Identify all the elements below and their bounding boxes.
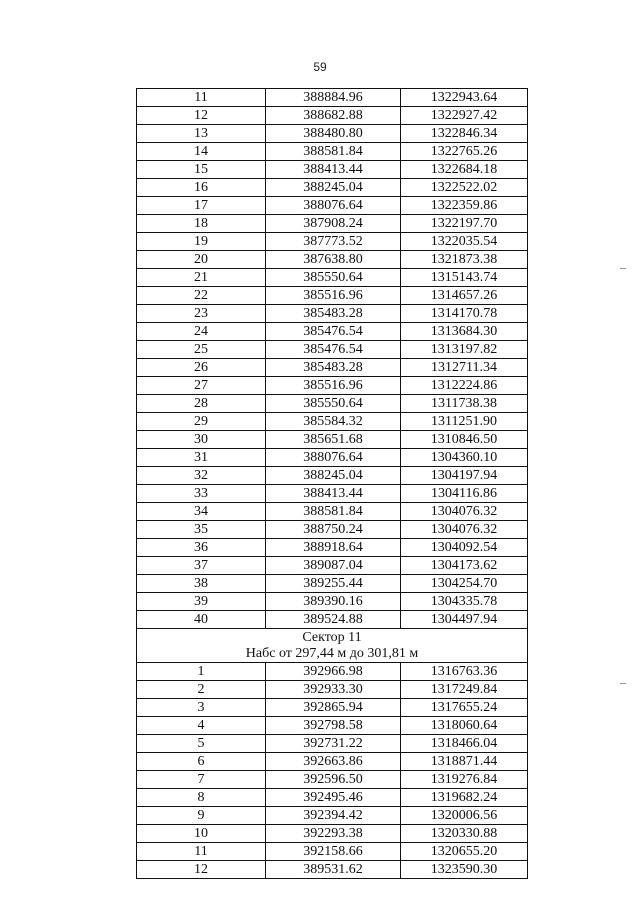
x-coordinate-cell: 392731.22 [266, 735, 401, 753]
x-coordinate-cell: 392798.58 [266, 717, 401, 735]
table-row [137, 125, 528, 143]
point-number-cell: 24 [137, 323, 266, 341]
x-coordinate-cell: 388750.24 [266, 521, 401, 539]
x-coordinate-cell: 385584.32 [266, 413, 401, 431]
x-coordinate-cell: 387638.80 [266, 251, 401, 269]
point-number-cell: 4 [137, 717, 266, 735]
table-row [137, 699, 528, 717]
y-coordinate-cell: 1322927.42 [401, 107, 528, 125]
point-number-cell: 33 [137, 485, 266, 503]
x-coordinate-cell: 388245.04 [266, 179, 401, 197]
table-row [137, 557, 528, 575]
table-row [137, 771, 528, 789]
x-coordinate-cell: 389255.44 [266, 575, 401, 593]
x-coordinate-cell: 388581.84 [266, 143, 401, 161]
point-number-cell: 11 [137, 843, 266, 861]
y-coordinate-cell: 1322684.18 [401, 161, 528, 179]
point-number-cell: 17 [137, 197, 266, 215]
y-coordinate-cell: 1320006.56 [401, 807, 528, 825]
table-row [137, 323, 528, 341]
y-coordinate-cell: 1304092.54 [401, 539, 528, 557]
point-number-cell: 2 [137, 681, 266, 699]
x-coordinate-cell: 392966.98 [266, 663, 401, 681]
point-number-cell: 13 [137, 125, 266, 143]
table-body-upper [137, 89, 528, 629]
y-coordinate-cell: 1304254.70 [401, 575, 528, 593]
table-row [137, 449, 528, 467]
y-coordinate-cell: 1322522.02 [401, 179, 528, 197]
point-number-cell: 12 [137, 107, 266, 125]
point-number-cell: 31 [137, 449, 266, 467]
y-coordinate-cell: 1312711.34 [401, 359, 528, 377]
y-coordinate-cell: 1322943.64 [401, 89, 528, 107]
x-coordinate-cell: 392293.38 [266, 825, 401, 843]
table-row [137, 269, 528, 287]
table-row [137, 861, 528, 879]
table-row [137, 663, 528, 681]
point-number-cell: 19 [137, 233, 266, 251]
table-row [137, 287, 528, 305]
y-coordinate-cell: 1304497.94 [401, 611, 528, 629]
y-coordinate-cell: 1318060.64 [401, 717, 528, 735]
x-coordinate-cell: 385483.28 [266, 305, 401, 323]
table-row [137, 807, 528, 825]
y-coordinate-cell: 1321873.38 [401, 251, 528, 269]
point-number-cell: 15 [137, 161, 266, 179]
point-number-cell: 34 [137, 503, 266, 521]
table-row [137, 717, 528, 735]
table-row [137, 431, 528, 449]
table-row [137, 825, 528, 843]
table-row [137, 179, 528, 197]
x-coordinate-cell: 385516.96 [266, 377, 401, 395]
point-number-cell: 28 [137, 395, 266, 413]
point-number-cell: 22 [137, 287, 266, 305]
y-coordinate-cell: 1304173.62 [401, 557, 528, 575]
x-coordinate-cell: 388245.04 [266, 467, 401, 485]
table-row [137, 413, 528, 431]
y-coordinate-cell: 1304116.86 [401, 485, 528, 503]
x-coordinate-cell: 388076.64 [266, 449, 401, 467]
table-row [137, 341, 528, 359]
table-row [137, 197, 528, 215]
x-coordinate-cell: 392865.94 [266, 699, 401, 717]
y-coordinate-cell: 1311251.90 [401, 413, 528, 431]
y-coordinate-cell: 1314657.26 [401, 287, 528, 305]
y-coordinate-cell: 1317249.84 [401, 681, 528, 699]
y-coordinate-cell: 1320655.20 [401, 843, 528, 861]
section-title: Сектор 11 [302, 629, 362, 645]
y-coordinate-cell: 1322035.54 [401, 233, 528, 251]
x-coordinate-cell: 385483.28 [266, 359, 401, 377]
page-number: 59 [313, 60, 327, 74]
x-coordinate-cell: 385651.68 [266, 431, 401, 449]
point-number-cell: 6 [137, 753, 266, 771]
y-coordinate-cell: 1313684.30 [401, 323, 528, 341]
x-coordinate-cell: 385476.54 [266, 341, 401, 359]
x-coordinate-cell: 385550.64 [266, 269, 401, 287]
y-coordinate-cell: 1322765.26 [401, 143, 528, 161]
y-coordinate-cell: 1304197.94 [401, 467, 528, 485]
point-number-cell: 20 [137, 251, 266, 269]
y-coordinate-cell: 1323590.30 [401, 861, 528, 879]
point-number-cell: 39 [137, 593, 266, 611]
x-coordinate-cell: 388413.44 [266, 485, 401, 503]
point-number-cell: 7 [137, 771, 266, 789]
point-number-cell: 12 [137, 861, 266, 879]
point-number-cell: 3 [137, 699, 266, 717]
point-number-cell: 16 [137, 179, 266, 197]
point-number-cell: 1 [137, 663, 266, 681]
table-body-lower [137, 663, 528, 879]
x-coordinate-cell: 387773.52 [266, 233, 401, 251]
point-number-cell: 14 [137, 143, 266, 161]
table-row [137, 593, 528, 611]
point-number-cell: 30 [137, 431, 266, 449]
y-coordinate-cell: 1311738.38 [401, 395, 528, 413]
x-coordinate-cell: 385550.64 [266, 395, 401, 413]
table-row [137, 521, 528, 539]
table-row [137, 107, 528, 125]
table-row [137, 843, 528, 861]
y-coordinate-cell: 1317655.24 [401, 699, 528, 717]
x-coordinate-cell: 389087.04 [266, 557, 401, 575]
point-number-cell: 29 [137, 413, 266, 431]
table-row [137, 161, 528, 179]
x-coordinate-cell: 388682.88 [266, 107, 401, 125]
y-coordinate-cell: 1322197.70 [401, 215, 528, 233]
y-coordinate-cell: 1319682.24 [401, 789, 528, 807]
x-coordinate-cell: 385476.54 [266, 323, 401, 341]
y-coordinate-cell: 1312224.86 [401, 377, 528, 395]
point-number-cell: 27 [137, 377, 266, 395]
section-subtitle: Набс от 297,44 м до 301,81 м [245, 645, 419, 661]
table-row [137, 377, 528, 395]
table-row [137, 89, 528, 107]
y-coordinate-cell: 1304335.78 [401, 593, 528, 611]
table-row [137, 143, 528, 161]
point-number-cell: 18 [137, 215, 266, 233]
table-row [137, 485, 528, 503]
table-row [137, 359, 528, 377]
x-coordinate-cell: 388581.84 [266, 503, 401, 521]
point-number-cell: 8 [137, 789, 266, 807]
table-row [137, 575, 528, 593]
table-row [137, 305, 528, 323]
point-number-cell: 35 [137, 521, 266, 539]
x-coordinate-cell: 389531.62 [266, 861, 401, 879]
x-coordinate-cell: 388480.80 [266, 125, 401, 143]
table-row [137, 215, 528, 233]
coordinates-table [136, 88, 528, 879]
x-coordinate-cell: 389524.88 [266, 611, 401, 629]
point-number-cell: 36 [137, 539, 266, 557]
x-coordinate-cell: 392596.50 [266, 771, 401, 789]
point-number-cell: 23 [137, 305, 266, 323]
table-row [137, 503, 528, 521]
scan-artifact [620, 268, 626, 269]
table-row [137, 789, 528, 807]
point-number-cell: 21 [137, 269, 266, 287]
table-row [137, 467, 528, 485]
y-coordinate-cell: 1304076.32 [401, 503, 528, 521]
table-row [137, 753, 528, 771]
table-row [137, 395, 528, 413]
y-coordinate-cell: 1313197.82 [401, 341, 528, 359]
point-number-cell: 37 [137, 557, 266, 575]
table-row [137, 681, 528, 699]
y-coordinate-cell: 1310846.50 [401, 431, 528, 449]
point-number-cell: 26 [137, 359, 266, 377]
y-coordinate-cell: 1322359.86 [401, 197, 528, 215]
scan-artifact [620, 683, 626, 684]
y-coordinate-cell: 1316763.36 [401, 663, 528, 681]
x-coordinate-cell: 387908.24 [266, 215, 401, 233]
x-coordinate-cell: 388076.64 [266, 197, 401, 215]
x-coordinate-cell: 392495.46 [266, 789, 401, 807]
table-row [137, 251, 528, 269]
y-coordinate-cell: 1315143.74 [401, 269, 528, 287]
y-coordinate-cell: 1318466.04 [401, 735, 528, 753]
table-row [137, 233, 528, 251]
x-coordinate-cell: 388884.96 [266, 89, 401, 107]
point-number-cell: 5 [137, 735, 266, 753]
x-coordinate-cell: 392933.30 [266, 681, 401, 699]
y-coordinate-cell: 1304076.32 [401, 521, 528, 539]
section-header-cell [137, 629, 528, 663]
point-number-cell: 11 [137, 89, 266, 107]
y-coordinate-cell: 1322846.34 [401, 125, 528, 143]
x-coordinate-cell: 388918.64 [266, 539, 401, 557]
point-number-cell: 38 [137, 575, 266, 593]
point-number-cell: 32 [137, 467, 266, 485]
y-coordinate-cell: 1319276.84 [401, 771, 528, 789]
point-number-cell: 40 [137, 611, 266, 629]
point-number-cell: 9 [137, 807, 266, 825]
table-row [137, 539, 528, 557]
point-number-cell: 25 [137, 341, 266, 359]
section-header-group [137, 629, 528, 663]
point-number-cell: 10 [137, 825, 266, 843]
x-coordinate-cell: 392394.42 [266, 807, 401, 825]
table-row [137, 611, 528, 629]
y-coordinate-cell: 1304360.10 [401, 449, 528, 467]
x-coordinate-cell: 392158.66 [266, 843, 401, 861]
x-coordinate-cell: 389390.16 [266, 593, 401, 611]
y-coordinate-cell: 1314170.78 [401, 305, 528, 323]
y-coordinate-cell: 1318871.44 [401, 753, 528, 771]
section-header-row [137, 629, 528, 663]
table-row [137, 735, 528, 753]
x-coordinate-cell: 392663.86 [266, 753, 401, 771]
x-coordinate-cell: 388413.44 [266, 161, 401, 179]
y-coordinate-cell: 1320330.88 [401, 825, 528, 843]
x-coordinate-cell: 385516.96 [266, 287, 401, 305]
